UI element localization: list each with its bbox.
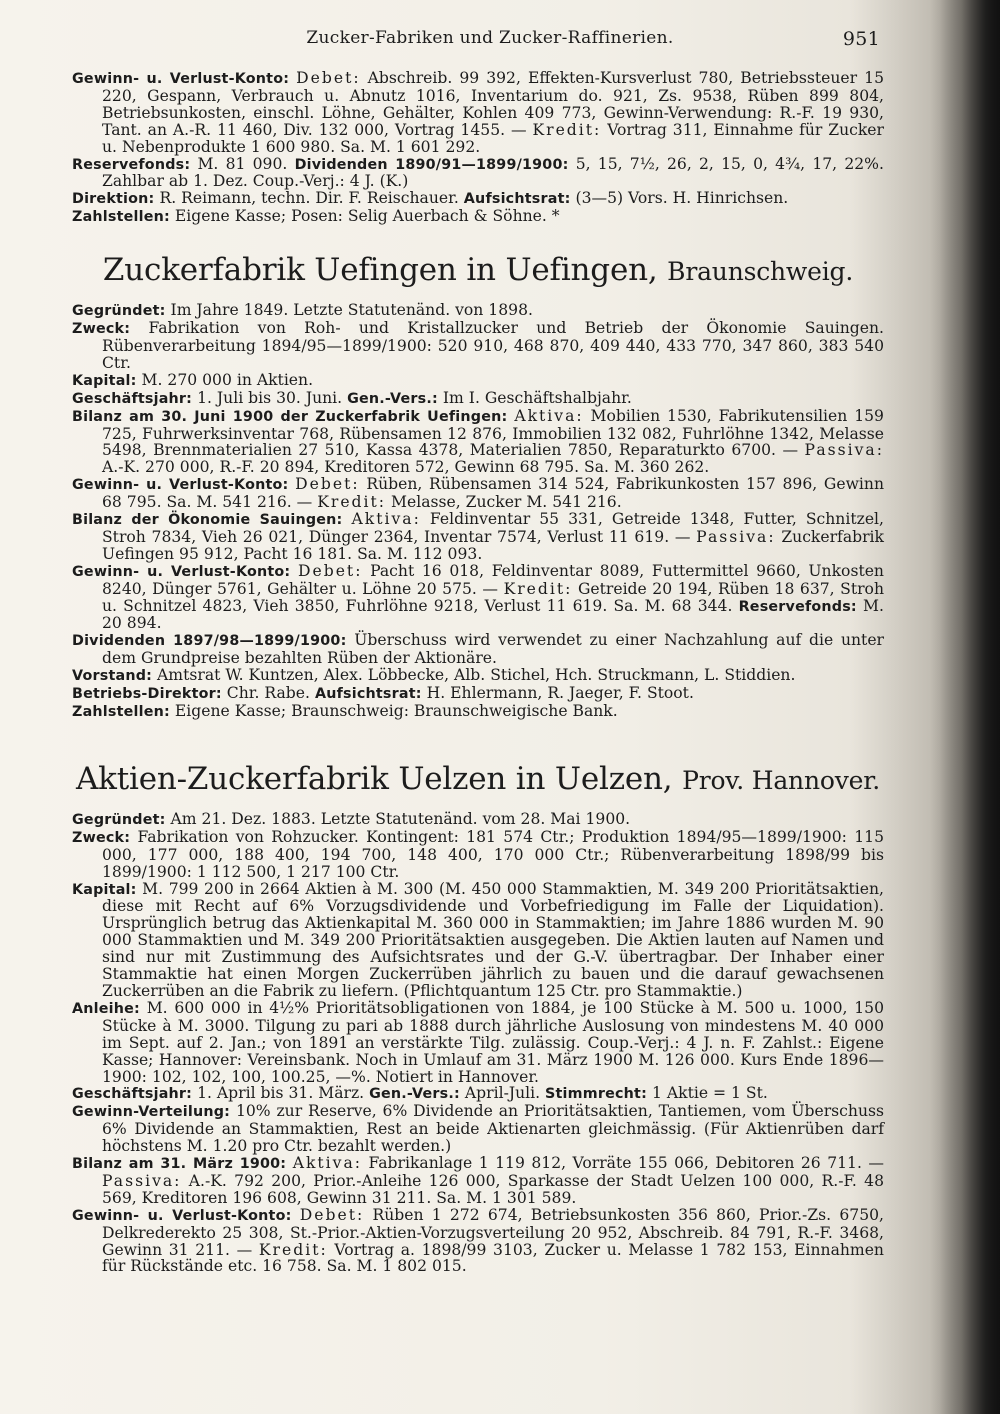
entry-gewinn-verlust: Gewinn- u. Verlust-Konto: Debet: Rüben 1 272 674, Betriebsunkosten 356 860, Prior.-Zs. 6750, Delkrederekto 25 308, St.-Prior.-Aktien-Vorzugsverteilung 20 952, Abschreib. 84 791, R.-F. 3468, Gewinn 31 211. — Kredit: Vortrag a. 1898/99 3103, Zucker u. Melasse 1 782 153, Einnahmen für Rückstände etc. 16 758. Sa. M. 1 802 015.	[72, 1205, 884, 1276]
page-content	[72, 70, 884, 1275]
entry-gegruendet: Gegründet: Am 21. Dez. 1883. Letzte Statutenänd. vom 28. Mai 1900.	[72, 809, 631, 828]
entry-gewinnverteilung: Gewinn-Verteilung: 10% zur Reserve, 6% Dividende an Prioritätsaktien, Tantiemen, vom Überschuss 6% Dividende an Stammaktien, Rest an beide Aktienarten gleichmässig. (Für Aktienrüben darf höchstens M. 1.20 pro Ctr. bezahlt werden.)	[72, 1102, 884, 1156]
company-heading-uefingen: Zuckerfabrik Uefingen in Uefingen, Braunschweig.	[102, 252, 854, 289]
entry-bilanz: Bilanz am 31. März 1900: Aktiva: Fabrikanlage 1 119 812, Vorräte 155 066, Debitoren 26 711. — Passiva: A.-K. 792 200, Prior.-Anleihe 126 000, Sparkasse der Stadt Uelzen 100 000, R.-F. 48 569, Kreditoren 196 608, Gewinn 31 211. Sa. M. 1 301 589.	[72, 1154, 884, 1207]
entry-geschaeftsjahr: Geschäftsjahr: 1. Juli bis 30. Juni. Gen.-Vers.: Im I. Geschäftshalbjahr.	[72, 388, 632, 407]
entry-vorstand: Vorstand: Amtsrat W. Kuntzen, Alex. Löbbecke, Alb. Stichel, Hch. Struckmann, L. Stiddien.	[72, 666, 796, 685]
entry-zahlstellen: Zahlstellen: Eigene Kasse; Posen: Selig Auerbach & Söhne. *	[72, 207, 560, 226]
company-heading-uelzen: Aktien-Zuckerfabrik Uelzen in Uelzen, Prov. Hannover.	[76, 760, 880, 797]
entry-bilanz: Bilanz am 30. Juni 1900 der Zuckerfabrik Uefingen: Aktiva: Mobilien 1530, Fabrikutensilien 159 725, Fuhrwerksinventar 768, Rübensamen 12 876, Immobilien 132 082, Fuhrlöhne 1342, Melasse 5498, Brennmaterialien 27 510, Kassa 4378, Materialien 7850, Reparaturkto 6700. — Passiva: A.-K. 270 000, R.-F. 20 894, Kreditoren 572, Gewinn 68 795. Sa. M. 360 262.	[72, 406, 884, 477]
entry-anleihe: Anleihe: M. 600 000 in 4½% Prioritätsobligationen von 1884, je 100 Stücke à M. 500 u. 1000, 150 Stücke à M. 3000. Tilgung zu pari ab 1888 durch jährliche Auslosung von mindestens M. 40 000 im Sept. auf 2. Jan.; von 1891 an verstärkte Tilg. zulässig. Coup.-Verj.: 4 J. n. F. Zahlst.: Eigene Kasse; Hannover: Vereinsbank. Noch in Umlauf am 31. März 1900 M. 126 000. Kurs Ende 1896—1900: 102, 102, 100, 100.25, —%. Notiert in Hannover.	[72, 998, 884, 1086]
book-spine-shadow	[930, 0, 1000, 1414]
entry-label: Gewinn- u. Verlust-Konto:	[72, 71, 290, 87]
entry-dividenden: Dividenden 1897/98—1899/1900: Überschuss wird verwendet zu einer Nachzahlung auf die unter dem Grundpreise bezahlten Rüben der Aktionäre.	[72, 631, 884, 668]
entry-geschaeftsjahr: Geschäftsjahr: 1. April bis 31. März. Gen.-Vers.: April-Juli. Stimmrecht: 1 Aktie = 1 St.	[72, 1084, 768, 1103]
entry-reservefonds: Reservefonds: M. 81 090. Dividenden 1890/91—1899/1900: 5, 15, 7½, 26, 2, 15, 0, 4¾, 17, 22%. Zahlbar ab 1. Dez. Coup.-Verj.: 4 J. (K.)	[72, 154, 884, 191]
entry-gewinn-verlust: Gewinn- u. Verlust-Konto: Debet: Abschreib. 99 392, Effekten-Kursverlust 780, Betriebssteuer 15 220, Gespann, Verbrauch u. Abnutz 1016, Inventarium do. 921, Zs. 9538, Rüben 899 804, Betriebsunkosten, einschl. Löhne, Gehälter, Kohlen 409 773, Gewinn-Verwendung: R.-F. 19 930, Tant. an A.-R. 11 460, Div. 132 000, Vortrag 1455. — Kredit: Vortrag 311, Einnahme für Zucker u. Nebenprodukte 1 600 980. Sa. M. 1 601 292.	[72, 69, 884, 156]
entry-betriebsdirektor: Betriebs-Direktor: Chr. Rabe. Aufsichtsrat: H. Ehlermann, R. Jaeger, F. Stoot.	[72, 684, 694, 703]
entry-kapital: Kapital: M. 270 000 in Aktien.	[72, 370, 314, 389]
entry-gegruendet: Gegründet: Im Jahre 1849. Letzte Statutenänd. von 1898.	[72, 301, 533, 320]
entry-zahlstellen: Zahlstellen: Eigene Kasse; Braunschweig: Braunschweigische Bank.	[72, 702, 618, 720]
page-number: 951	[842, 28, 880, 50]
entry-gewinn-verlust-oekonomie: Gewinn- u. Verlust-Konto: Debet: Pacht 16 018, Feldinventar 8089, Futtermittel 9660, Unkosten 8240, Dünger 5761, Gehälter u. Löhne 20 575. — Kredit: Getreide 20 194, Rüben 18 637, Stroh u. Schnitzel 4823, Vieh 3850, Fuhrlöhne 9218, Verlust 11 619. Sa. M. 68 344. Reservefonds: M. 20 894.	[72, 561, 884, 633]
entry-kapital: Kapital: M. 799 200 in 2664 Aktien à M. 300 (M. 450 000 Stammaktien, M. 349 200 Prioritätsaktien, diese mit Recht auf 6% Vorzugsdividende und Vorbefriedigung im Falle der Liquidation). Ursprünglich betrug das Aktienkapital M. 360 000 in Stammaktien; im Jahre 1886 wurden M. 90 000 Stammaktien und M. 349 200 Prioritätsaktien ausgegeben. Die Aktien lauten auf Namen und sind nur mit Zustimmung des Aufsichtsrates und der G.-V. übertragbar. Der Inhaber einer Stammaktie hat einen Morgen Zuckerrüben jährlich zu bauen und die darauf gewachsenen Zuckerrüben an die Fabrik zu liefern. (Pflichtquantum 125 Ctr. pro Stammaktie.)	[72, 879, 884, 1000]
entry-direktion: Direktion: R. Reimann, techn. Dir. F. Reischauer. Aufsichtsrat: (3—5) Vors. H. Hinrichsen.	[72, 189, 789, 208]
entry-zweck: Zweck: Fabrikation von Roh- und Kristallzucker und Betrieb der Ökonomie Sauingen. Rübenverarbeitung 1894/95—1899/1900: 520 910, 468 870, 409 440, 433 770, 347 860, 383 540 Ctr.	[72, 319, 884, 372]
header-title: Zucker-Fabriken und Zucker-Raffinerien.	[306, 28, 674, 48]
entry-bilanz-oekonomie: Bilanz der Ökonomie Sauingen: Aktiva: Feldinventar 55 331, Getreide 1348, Futter, Schnitzel, Stroh 7834, Vieh 26 021, Dünger 2364, Inventar 7574, Verlust 11 619. — Passiva: Zuckerfabrik Uefingen 95 912, Pacht 16 181. Sa. M. 112 093.	[72, 510, 884, 563]
entry-zweck: Zweck: Fabrikation von Rohzucker. Kontingent: 181 574 Ctr.; Produktion 1894/95—1899/1900: 115 000, 177 000, 188 400, 194 700, 148 400, 170 000 Ctr.; Rübenverarbeitung 1898/99 bis 1899/1900: 1 112 500, 1 217 100 Ctr.	[72, 827, 884, 881]
entry-gewinn-verlust: Gewinn- u. Verlust-Konto: Debet: Rüben, Rübensamen 314 524, Fabrikunkosten 157 896, Gewinn 68 795. Sa. M. 541 216. — Kredit: Melasse, Zucker M. 541 216.	[72, 475, 885, 512]
